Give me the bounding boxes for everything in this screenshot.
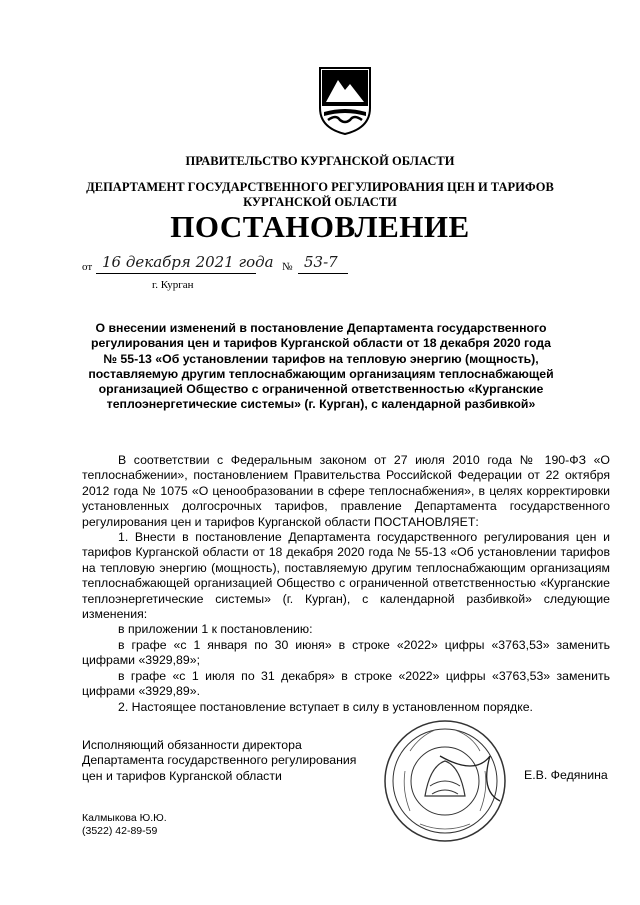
org-name-department-line2: КУРГАНСКОЙ ОБЛАСТИ <box>243 195 397 209</box>
number-underline <box>298 273 348 274</box>
document-number: 53-7 <box>304 253 338 271</box>
org-name-department-line1: ДЕПАРТАМЕНТ ГОСУДАРСТВЕННОГО РЕГУЛИРОВАНИЯ ЦЕН И ТАРИФОВ <box>86 180 554 194</box>
date-prefix: от <box>82 261 93 273</box>
date-number-row <box>82 255 382 277</box>
body-paragraph-change-2: в графе «с 1 июля по 31 декабря» в строке «2022» цифры «3763,53» заменить цифрами «3929,89». <box>82 668 610 699</box>
subject-line: поставляемую другим теплоснабжающим организациям теплоснабжающей <box>88 366 554 381</box>
executor-phone: (3522) 42-89-59 <box>82 825 158 837</box>
subject-line: № 55-13 «Об установлении тарифов на тепловую энергию (мощность), <box>103 351 539 366</box>
subject-line: организацией Общество с ограниченной ответственностью «Курганские <box>98 382 544 397</box>
subject-line: теплоэнергетические системы» (г. Курган), с календарной разбивкой» <box>106 397 536 412</box>
org-name-government: ПРАВИТЕЛЬСТВО КУРГАНСКОЙ ОБЛАСТИ <box>185 154 455 168</box>
signatory-position-line: Исполняющий обязанности директора <box>82 738 302 752</box>
date-underline <box>96 273 256 274</box>
signatory-position-line: цен и тарифов Курганской области <box>82 768 282 783</box>
document-body <box>82 453 610 715</box>
document-date: 16 декабря 2021 года <box>102 253 274 271</box>
executor-info <box>82 812 167 838</box>
document-subject <box>86 321 556 413</box>
body-paragraph-appendix: в приложении 1 к постановлению: <box>118 622 313 637</box>
document-type-title: ПОСТАНОВЛЕНИЕ <box>170 209 470 244</box>
official-seal-icon <box>380 716 510 846</box>
body-paragraph-preamble: В соответствии с Федеральным законом от 27 июля 2010 года № 190-ФЗ «О теплоснабжении», постановлением Правительства Российской Федерации от 22 октября 2012 года № 1075 «О ценообразовании в сфере теплоснабжения», в целях корректировки установленных долгосрочных тарифов, правление Департамента государственного регулирования цен и тарифов Курганской области ПОСТАНОВЛЯЕТ: <box>82 453 610 529</box>
number-prefix: № <box>282 261 293 273</box>
body-paragraph-item-1: 1. Внести в постановление Департамента государственного регулирования цен и тарифов Курганской области от 18 декабря 2020 года № 55-13 «Об установлении тарифов на тепловую энергию (мощность), поставляемую другим теплоснабжающим организациям теплоснабжающей организацией Общество с ограниченной ответственностью «Курганские теплоэнергетические системы» (г. Курган), с календарной разбивкой» следующие изменения: <box>82 530 610 622</box>
org-name-department <box>0 180 640 210</box>
subject-line: регулирования цен и тарифов Курганской области от 18 декабря 2020 года <box>91 336 551 351</box>
coat-of-arms-icon <box>318 66 372 136</box>
signatory-position-line: Департамента государственного регулирования <box>82 753 357 768</box>
signatory-position <box>82 738 382 784</box>
signatory-name: Е.В. Федянина <box>524 768 608 782</box>
subject-line: О внесении изменений в постановление Департамента государственного <box>95 321 547 335</box>
executor-name: Калмыкова Ю.Ю. <box>82 812 167 824</box>
body-paragraph-item-2: 2. Настоящее постановление вступает в силу в установленном порядке. <box>118 699 533 714</box>
city: г. Курган <box>152 279 194 291</box>
body-paragraph-change-1: в графе «с 1 января по 30 июня» в строке «2022» цифры «3763,53» заменить цифрами «3929,89»; <box>82 637 610 668</box>
